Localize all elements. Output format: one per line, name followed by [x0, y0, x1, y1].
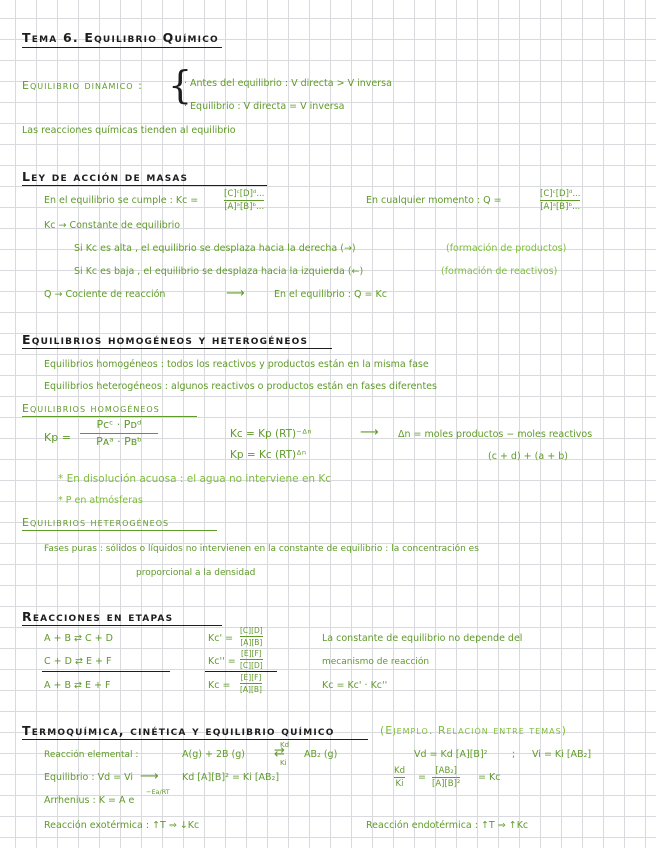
long-arrow-icon: ⟶ — [226, 286, 245, 301]
reaccion-3: A + B ⇄ E + F — [44, 680, 111, 691]
kp-denominator: Pᴀᵃ · Pʙᵇ — [96, 435, 142, 448]
k2-label: Kc'' = — [208, 656, 236, 667]
ratio-denominator: [A][B]² — [432, 779, 461, 789]
q-fraction-bar — [540, 200, 580, 201]
k1-fraction-bar — [240, 636, 263, 637]
kc-fraction — [224, 189, 264, 212]
k1-denominator: [A][B] — [240, 638, 263, 647]
termo-underline — [22, 739, 368, 740]
ley-cumple: En el equilibrio se cumple : Kc = — [44, 195, 199, 206]
q-numerator: [C]ᶜ[D]ᵈ... — [540, 189, 581, 199]
reaccion-1: A + B ⇄ C + D — [44, 633, 113, 644]
nota-atmosferas: * P en atmósferas — [58, 495, 143, 506]
sub-homogeneos-underline — [22, 416, 197, 417]
ley-underline — [22, 185, 267, 186]
reaccion-elemental: Reacción elemental : — [44, 750, 139, 760]
dinamico-antes: · Antes del equilibrio : V directa > V inversa — [184, 78, 392, 89]
homo-underline — [22, 348, 332, 349]
kd-ki-bar — [394, 777, 405, 778]
sub-homogeneos: Equilibrios homogéneos — [22, 402, 160, 415]
vd-law: Vd = Kd [A][B]² — [414, 749, 488, 760]
equilibrium-arrow-icon: ⇄ — [274, 745, 285, 760]
kc-alta-note: (formación de productos) — [446, 243, 567, 254]
equals-sign: = — [418, 772, 426, 783]
fases-puras-cont: proporcional a la densidad — [136, 568, 256, 578]
sum-line — [42, 671, 170, 672]
kc-fraction-bar — [224, 200, 264, 201]
long-arrow-icon: ⟶ — [140, 769, 159, 784]
kd-ki-numerator: Kd — [394, 766, 405, 776]
kd-label: Kd — [280, 741, 290, 749]
rate-separator: ; — [512, 749, 516, 760]
reaccion-producto: AB₂ (g) — [304, 749, 338, 760]
k3-fraction — [240, 673, 262, 694]
homogeneos-def: Equilibrios homogéneos : todos los reactivos y productos están en la misma fase — [44, 359, 429, 370]
termo-equilibrio: Equilibrio : Vd = Vi — [44, 772, 134, 783]
k1-fraction — [240, 626, 263, 647]
kp-numerator: Pᴄᶜ · Pᴅᵈ — [96, 418, 142, 431]
ki-label: Ki — [280, 759, 287, 767]
kc-definition: Kc → Constante de equilibrio — [44, 220, 181, 231]
ratio-fraction — [432, 766, 460, 789]
k3-fraction-bar — [240, 683, 262, 684]
termo-ejemplo: (Ejemplo. Relación entre temas) — [380, 724, 567, 737]
etapas-note: La constante de equilibrio no depende del — [322, 633, 523, 644]
reaccion-exotermica: Reacción exotérmica : ↑T ⇒ ↓Kc — [44, 820, 200, 831]
dinamico-equilibrio: · Equilibrio : V directa = V inversa — [184, 101, 345, 112]
fases-puras: Fases puras : sólidos o líquidos no intervienen en la constante de equilibrio : la concentración es — [44, 544, 479, 554]
page-title: Tema 6. Equilibrio Químico — [22, 30, 219, 45]
k2-fraction — [240, 649, 263, 670]
k1-numerator: [C][D] — [240, 626, 263, 635]
ley-heading: Ley de acción de masas — [22, 169, 189, 184]
nota-disolucion: * En disolución acuosa : el agua no interviene en Kc — [58, 473, 332, 485]
kc-baja-note: (formación de reactivos) — [441, 266, 558, 277]
termo-equilibrio-result: Kd [A][B]² = Ki [AB₂] — [182, 772, 280, 783]
k1-label: Kc' = — [208, 633, 234, 644]
etapas-underline — [22, 625, 222, 626]
q-definition: Q → Cociente de reacción — [44, 289, 166, 300]
ley-momento: En cualquier momento : Q = — [366, 195, 502, 206]
ratio-equals-kc: = Kc — [478, 772, 501, 783]
kc-from-kp: Kc = Kp (RT)⁻ᐞⁿ — [230, 428, 312, 440]
etapas-note-cont: mecanismo de reacción — [322, 657, 430, 667]
vi-law: Vi = Ki [AB₂] — [532, 749, 592, 760]
kd-ki-fraction — [394, 766, 405, 789]
termo-heading: Termoquímica, cinética y equilibrio químico — [22, 723, 335, 738]
heterogeneos-def: Equilibrios heterogéneos : algunos reactivos o productos están en fases diferentes — [44, 381, 437, 392]
homo-heading: Equilibrios homogéneos y heterogéneos — [22, 332, 309, 347]
kc-numerator: [C]ᶜ[D]ᵈ... — [224, 189, 265, 199]
q-denominator: [A]ᵃ[B]ᵇ... — [540, 202, 581, 212]
reaccion-2: C + D ⇄ E + F — [44, 656, 112, 667]
sub-heterogeneos: Equilibrios heterogéneos — [22, 516, 170, 529]
dinamico-label: Equilibrio dinámico : — [22, 79, 143, 92]
k2-numerator: [E][F] — [240, 649, 262, 658]
reaccion-elemental-eq: A(g) + 2B (g) — [182, 749, 245, 760]
delta-n-expression: (c + d) + (a + b) — [488, 451, 568, 462]
kc-baja: Si Kc es baja , el equilibrio se desplaza hacia la izquierda (←) — [74, 266, 364, 277]
kp-fraction — [80, 418, 158, 449]
etapas-heading: Reacciones en etapas — [22, 609, 174, 624]
k3-label: Kc = — [208, 680, 231, 691]
sum-line-k — [205, 671, 277, 672]
k3-denominator: [A][B] — [240, 685, 262, 694]
long-arrow-icon: ⟶ — [360, 425, 379, 440]
k2-fraction-bar — [240, 659, 263, 660]
arrhenius: Arrhenius : K = A e — [44, 795, 135, 806]
kc-denominator: [A]ᵃ[B]ᵇ... — [224, 202, 265, 212]
k2-denominator: [C][D] — [240, 661, 263, 670]
arrhenius-exponent: −Ea/RT — [146, 788, 170, 796]
kp-fraction-bar — [80, 433, 158, 434]
sub-heterogeneos-underline — [22, 530, 217, 531]
q-fraction — [540, 189, 580, 212]
kp-from-kc: Kp = Kc (RT)ᐞⁿ — [230, 449, 307, 461]
kd-ki-denominator: Ki — [395, 779, 404, 789]
reaccion-endotermica: Reacción endotérmica : ↑T ⇒ ↑Kc — [366, 820, 529, 831]
ratio-numerator: [AB₂] — [435, 766, 457, 776]
q-equilibrio: En el equilibrio : Q = Kc — [274, 289, 387, 300]
kp-label: Kp = — [44, 431, 71, 444]
kc-product: Kc = Kc' · Kc'' — [322, 680, 388, 691]
kc-alta: Si Kc es alta , el equilibrio se desplaza hacia la derecha (→) — [74, 243, 356, 254]
delta-n-def: Δn = moles productos − moles reactivos — [398, 429, 593, 440]
dinamico-tendencia: Las reacciones químicas tienden al equilibrio — [22, 125, 236, 136]
ratio-bar — [432, 777, 460, 778]
brace-icon: { — [168, 63, 193, 107]
k3-numerator: [E][F] — [240, 673, 262, 682]
title-underline — [22, 47, 222, 48]
